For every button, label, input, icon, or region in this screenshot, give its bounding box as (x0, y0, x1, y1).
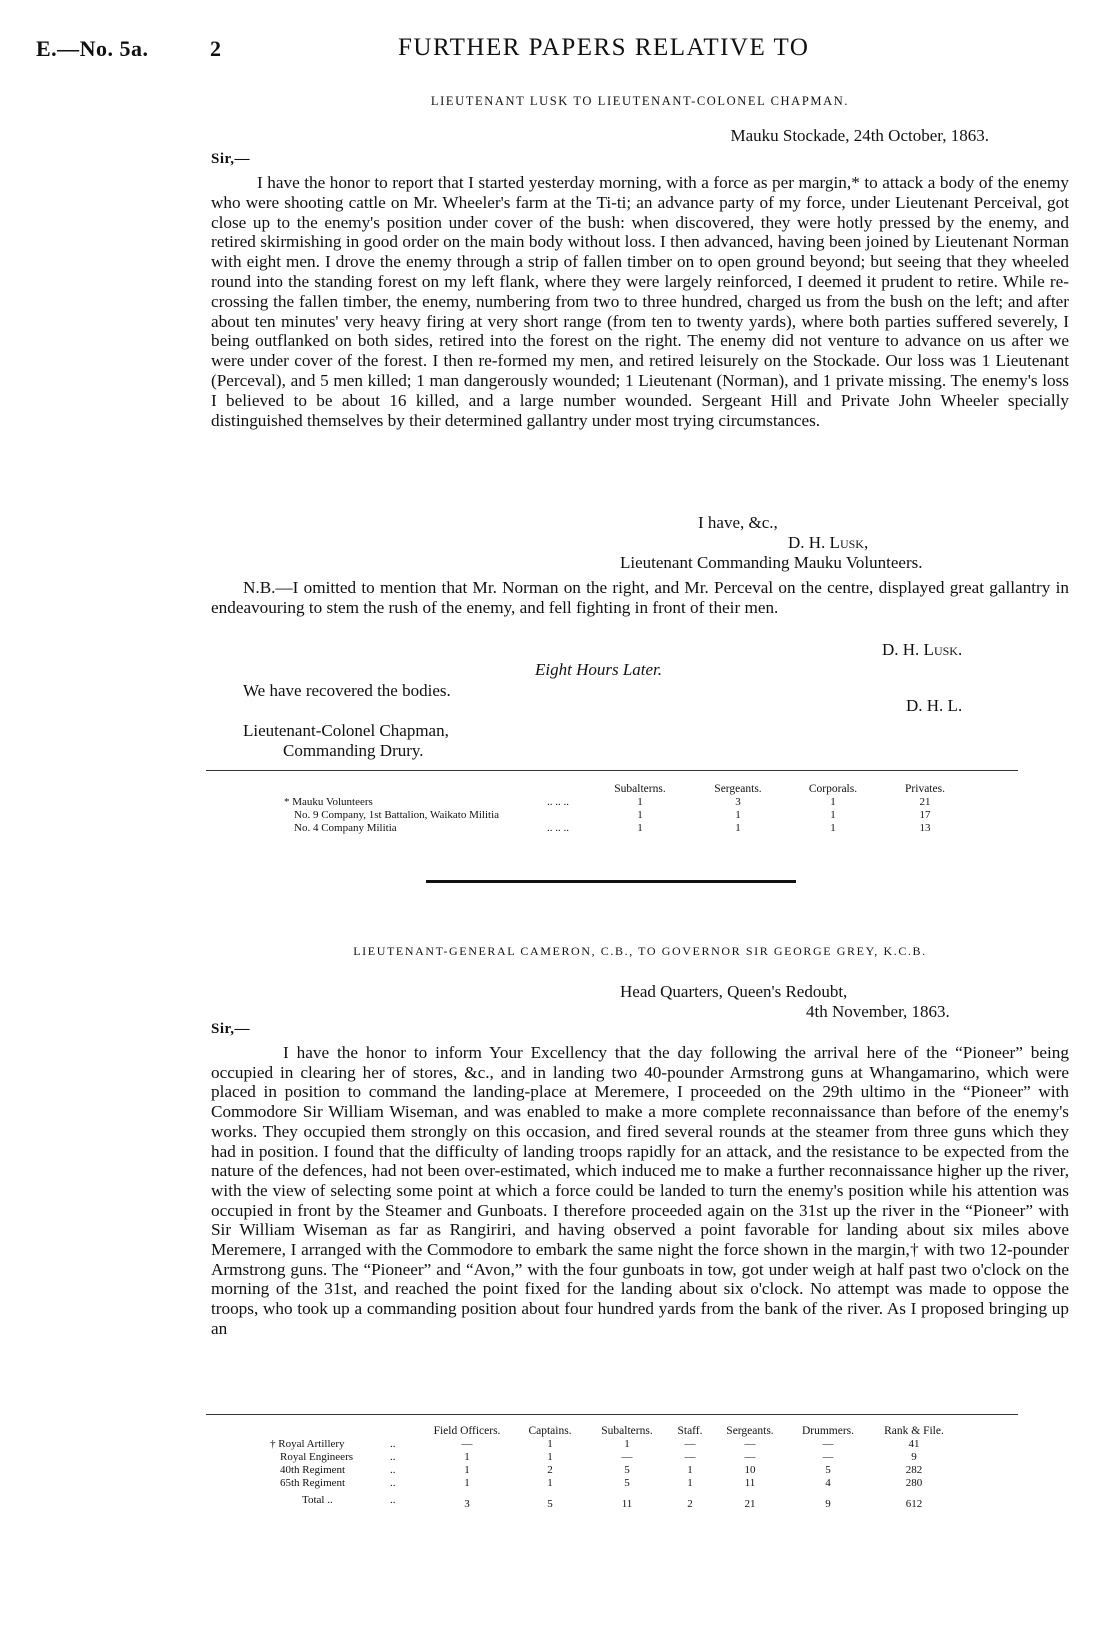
letter2-caption: LIEUTENANT-GENERAL CAMERON, C.B., TO GOVERNOR SIR GEORGE GREY, K.C.B. (353, 944, 927, 958)
table-cell: 9 (911, 1451, 917, 1463)
letter1-place-date: Mauku Stockade, 24th October, 1863. (730, 126, 989, 145)
row-label: Royal Engineers (280, 1451, 354, 1463)
table-cell: 1 (637, 822, 643, 834)
table-cell: 17 (919, 809, 931, 821)
row-dots: .. (390, 1494, 396, 1506)
table-cell: 612 (905, 1498, 923, 1510)
letter2-salutation: Sir,— (211, 1021, 251, 1037)
table-cell: 2 (547, 1464, 553, 1476)
table-cell: — (822, 1451, 834, 1463)
table-cell: 1 (547, 1451, 553, 1463)
table-row (266, 1438, 960, 1451)
footnote1-col-header: Sergeants. (714, 783, 762, 795)
row-label: * Mauku Volunteers (284, 796, 373, 808)
page-title: FURTHER PAPERS RELATIVE TO (398, 34, 810, 61)
row-label: No. 4 Company Militia (294, 822, 397, 834)
footnote2-col-header: Captains. (528, 1425, 572, 1437)
table-row (266, 1464, 960, 1477)
table-cell: 21 (919, 796, 931, 808)
letter1-nb-block (211, 578, 1069, 618)
table-row (280, 822, 971, 835)
table-row (266, 1477, 960, 1490)
letter2-place: Head Quarters, Queen's Redoubt, (620, 982, 848, 1001)
footnote1-table (280, 783, 971, 835)
letter1-nb-signature: D. H. Lusk. (882, 640, 963, 659)
table-cell: — (684, 1451, 696, 1463)
page-header (0, 36, 1114, 76)
table-cell: 9 (825, 1498, 831, 1510)
row-dots: .. .. .. (547, 822, 569, 834)
letter1-nb: N.B.—I omitted to mention that Mr. Norman on the right, and Mr. Perceval on the centre, displayed great gallantry in endeavouring to stem the rush of the enemy, and fell fighting in front of their men. (211, 578, 1069, 617)
footnote2-header-row (266, 1425, 960, 1438)
table-cell: 21 (744, 1498, 756, 1510)
row-dots: .. (390, 1438, 396, 1450)
table-cell: 2 (687, 1498, 693, 1510)
row-dots: .. (390, 1477, 396, 1489)
table-cell: 1 (687, 1477, 693, 1489)
table-cell: 3 (464, 1498, 470, 1510)
table-cell: 13 (919, 822, 931, 834)
letter1-later-signature: D. H. L. (906, 696, 963, 715)
page-number: 2 (210, 36, 221, 61)
footnote1-col-header: Corporals. (808, 783, 858, 795)
table-cell: 1 (735, 822, 741, 834)
table-cell: 1 (830, 822, 836, 834)
table-row (280, 809, 971, 822)
table-cell: 1 (830, 809, 836, 821)
row-dots: .. .. .. (547, 796, 569, 808)
table-cell: 5 (624, 1464, 630, 1476)
footnote2-col-header: Drummers. (801, 1425, 855, 1437)
footnote2-col-header: Field Officers. (433, 1425, 501, 1437)
row-dots: .. (390, 1451, 396, 1463)
letter1-body-block (211, 173, 1069, 430)
table-cell: 282 (905, 1464, 923, 1476)
footnote1-col-header: Privates. (905, 783, 945, 795)
table-cell: 11 (744, 1477, 756, 1489)
footnote1-header-row (280, 783, 971, 796)
letter1-signature: D. H. Lusk, (788, 533, 869, 552)
table-cell: 10 (744, 1464, 756, 1476)
table-cell: 1 (637, 809, 643, 821)
table-cell: 1 (464, 1451, 470, 1463)
footnote2-col-header: Staff. (677, 1425, 703, 1437)
table-cell: — (461, 1438, 473, 1450)
letter2-body-block (211, 1043, 1069, 1339)
letter1-later-heading: Eight Hours Later. (535, 660, 663, 679)
footnote2-col-header: Rank & File. (884, 1425, 944, 1437)
footnote1-table-wrap (280, 783, 971, 835)
letter1-addressee-line2: Commanding Drury. (283, 741, 424, 760)
letter1-body: I have the honor to report that I started yesterday morning, with a force as per margin,* to attack a body of the enemy who were shooting cattle on Mr. Wheeler's farm at the Ti-ti; an advance party of my force, under Lieutenant Perceival, got close up to the enemy's position under cover of the bush: when discovered, they were hotly pressed by the enemy, and retired skirmishing in good order on the main body without loss. I then advanced, having been joined by Lieutenant Norman with eight men. I drove the enemy through a strip of fallen timber on to open ground beyond; but seeing that they wheeled round into the standing forest on my left flank, where they were largely reinforced, I deemed it prudent to retire. While re-crossing the fallen timber, the enemy, numbering from two to three hundred, charged us from the bush on the left; and after about ten minutes' very heavy firing at very short range (from ten to twenty yards), where both parties suffered severely, I being outflanked on both sides, retired into the forest on the right. The enemy did not venture to advance on us after we were under cover of the forest. I then re-formed my men, and retired leisurely on the Stockade. Our loss was 1 Lieutenant (Perceval), and 5 men killed; 1 man dangerously wounded; 1 Lieutenant (Norman), and 1 private missing. The enemy's loss I believed to be about 16 killed, and a large number wounded. Sergeant Hill and Private John Wheeler specially distinguished themselves by their determined gallantry under most trying circumstances. (211, 173, 1069, 430)
letter1-caption: LIEUTENANT LUSK TO LIEUTENANT-COLONEL CHAPMAN. (430, 94, 850, 108)
section-separator (426, 880, 796, 883)
table-row (280, 796, 971, 809)
row-label: 65th Regiment (280, 1477, 346, 1489)
row-dots: .. (390, 1464, 396, 1476)
table-cell: 1 (624, 1438, 630, 1450)
letter1-addressee-line1: Lieutenant-Colonel Chapman, (243, 721, 449, 740)
table-row-total (266, 1490, 960, 1511)
letter2-body: I have the honor to inform Your Excellency that the day following the arrival here of the “Pioneer” being occupied in clearing her of stores, &c., and in landing two 40-pounder Armstrong guns at Whangamarino, which were placed in position to command the landing-place at Meremere, I proceeded on the 29th ultimo in the “Pioneer” with Commodore Sir William Wiseman, and was enabled to make a more complete reconnaissance than before of the enemy's works. They occupied them strongly on this occasion, and fired several rounds at the steamer from three guns which they had in position. I found that the difficulty of landing troops rapidly for an attack, and the resistance to be expected from the nature of the defences, had not been over-estimated, which induced me to make a further reconnaissance higher up the river, with the view of selecting some point at which a force could be landed to turn the enemy's position while his attention was occupied in front by the Steamer and Gunboats. I therefore proceeded again on the 31st up the river in the “Pioneer” with Sir William Wiseman as far as Rangiriri, and having observed a point favorable for landing about six miles above Meremere, I arranged with the Commodore to embark the same night the force shown in the margin,† with two 12-pounder Armstrong guns. The “Pioneer” and “Avon,” with the four gunboats in tow, got under weigh at half past two o'clock on the morning of the 31st, and reached the point fixed for the landing about six o'clock. No attempt was made to oppose the troops, who took up a commanding position about four hundred yards from the bank of the river. As I proposed bringing up an (211, 1043, 1069, 1338)
table-cell: — (684, 1438, 696, 1450)
footnote2-col-header: Sergeants. (726, 1425, 774, 1437)
row-label: † Royal Artillery (270, 1438, 345, 1450)
letter1-salutation: Sir,— (211, 151, 251, 167)
table-cell: 11 (621, 1498, 633, 1510)
letter1-sign-title: Lieutenant Commanding Mauku Volunteers. (620, 553, 923, 572)
letter1-later-text: We have recovered the bodies. (243, 681, 451, 700)
letter2-date: 4th November, 1863. (806, 1002, 950, 1021)
document-reference: E.—No. 5a. (36, 36, 149, 61)
footnote2-col-header: Subalterns. (601, 1425, 653, 1437)
table-cell: 1 (687, 1464, 693, 1476)
table-cell: 1 (464, 1477, 470, 1489)
table-cell: 1 (464, 1464, 470, 1476)
row-label: Total .. (302, 1494, 333, 1506)
table-cell: 3 (735, 796, 741, 808)
table-cell: 1 (637, 796, 643, 808)
row-label: 40th Regiment (280, 1464, 346, 1476)
footnote1-col-header: Subalterns. (614, 783, 666, 795)
table-cell: — (744, 1451, 756, 1463)
table-cell: 1 (830, 796, 836, 808)
table-cell: 1 (547, 1438, 553, 1450)
table-cell: 5 (547, 1498, 553, 1510)
letter1-closing: I have, &c., (698, 513, 778, 532)
table-cell: — (744, 1438, 756, 1450)
table-cell: 5 (624, 1477, 630, 1489)
footnote2-table (266, 1425, 960, 1511)
table-cell: 4 (825, 1477, 831, 1489)
table-cell: — (621, 1451, 633, 1463)
table-cell: 1 (547, 1477, 553, 1489)
table-cell: 41 (908, 1438, 920, 1450)
table-cell: 1 (735, 809, 741, 821)
footnote2-table-wrap (266, 1425, 960, 1511)
table-row (266, 1451, 960, 1464)
footnote1-divider (206, 770, 1018, 771)
footnote2-divider (206, 1414, 1018, 1415)
table-cell: 280 (905, 1477, 923, 1489)
row-label: No. 9 Company, 1st Battalion, Waikato Militia (294, 809, 500, 821)
table-cell: 5 (825, 1464, 831, 1476)
table-cell: — (822, 1438, 834, 1450)
